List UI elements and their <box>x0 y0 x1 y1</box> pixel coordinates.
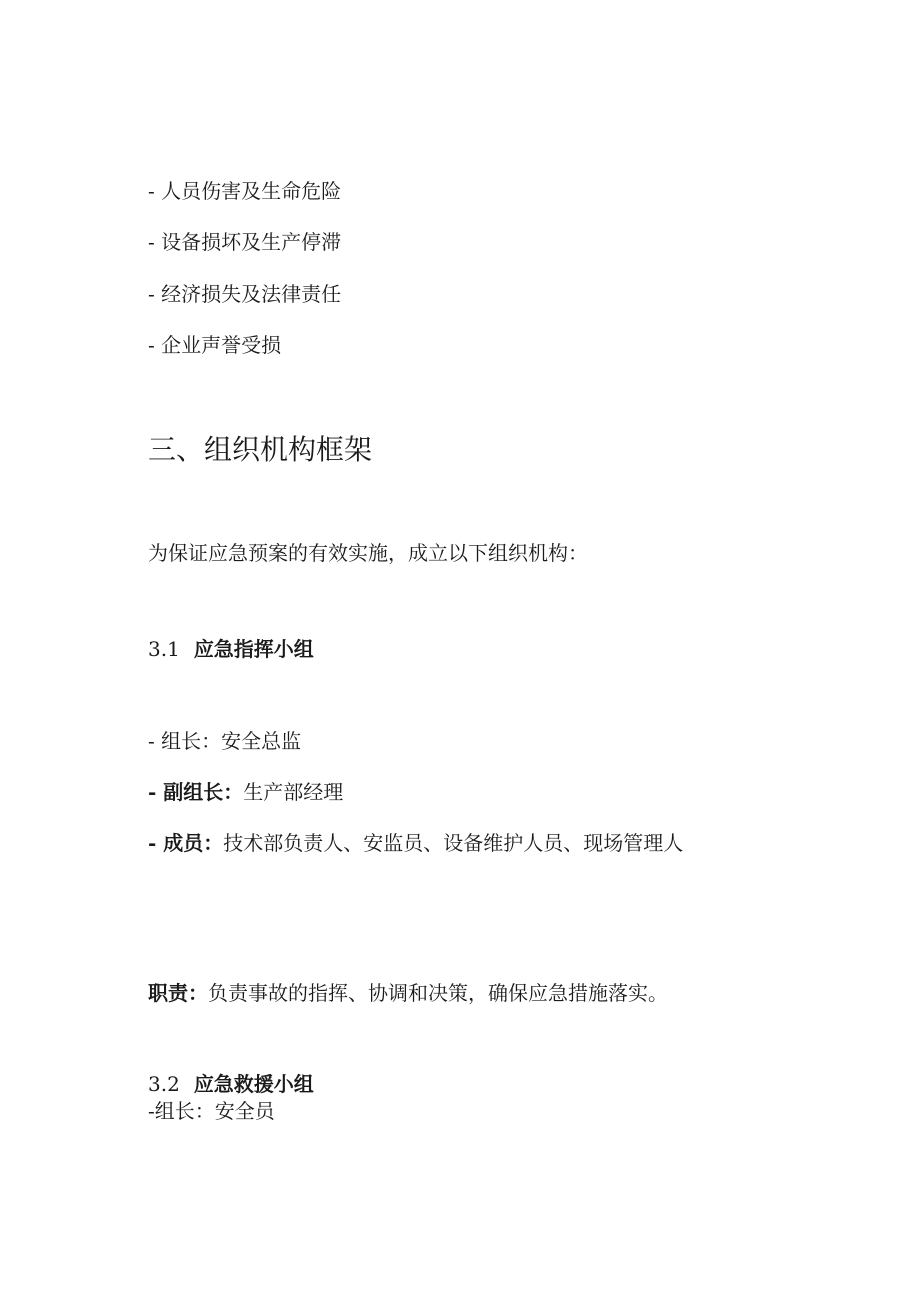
subsection-heading-3-1 <box>148 636 314 662</box>
duty-line <box>148 980 668 1006</box>
section-intro: 为保证应急预案的有效实施，成立以下组织机构： <box>148 541 588 565</box>
members-line <box>148 830 683 856</box>
leader-line: - 组长：安全总监 <box>148 729 302 753</box>
subsection-number: 3.1 <box>148 637 180 661</box>
subsection-heading-3-2 <box>148 1071 314 1097</box>
duty-label: 职责： <box>148 981 208 1005</box>
risk-item: - 经济损失及法律责任 <box>148 282 342 306</box>
subsection-number: 3.2 <box>148 1072 180 1096</box>
risk-item: - 人员伤害及生命危险 <box>148 179 342 203</box>
deputy-value: 生产部经理 <box>243 780 344 804</box>
deputy-line <box>148 779 343 805</box>
members-value: 技术部负责人、安监员、设备维护人员、现场管理人 <box>223 831 684 855</box>
subsection-title: 应急救援小组 <box>193 1072 314 1096</box>
bullet-dash: - <box>148 780 164 804</box>
section-heading: 三、组织机构框架 <box>148 433 373 466</box>
subsection-title: 应急指挥小组 <box>193 637 314 661</box>
leader-line: -组长：安全员 <box>148 1099 275 1123</box>
bullet-dash: - <box>148 831 164 855</box>
deputy-label: 副组长： <box>163 780 244 804</box>
members-label: 成员： <box>163 831 224 855</box>
duty-value: 负责事故的指挥、协调和决策，确保应急措施落实。 <box>208 981 668 1005</box>
risk-item: - 企业声誉受损 <box>148 333 282 357</box>
risk-item: - 设备损坏及生产停滞 <box>148 230 342 254</box>
